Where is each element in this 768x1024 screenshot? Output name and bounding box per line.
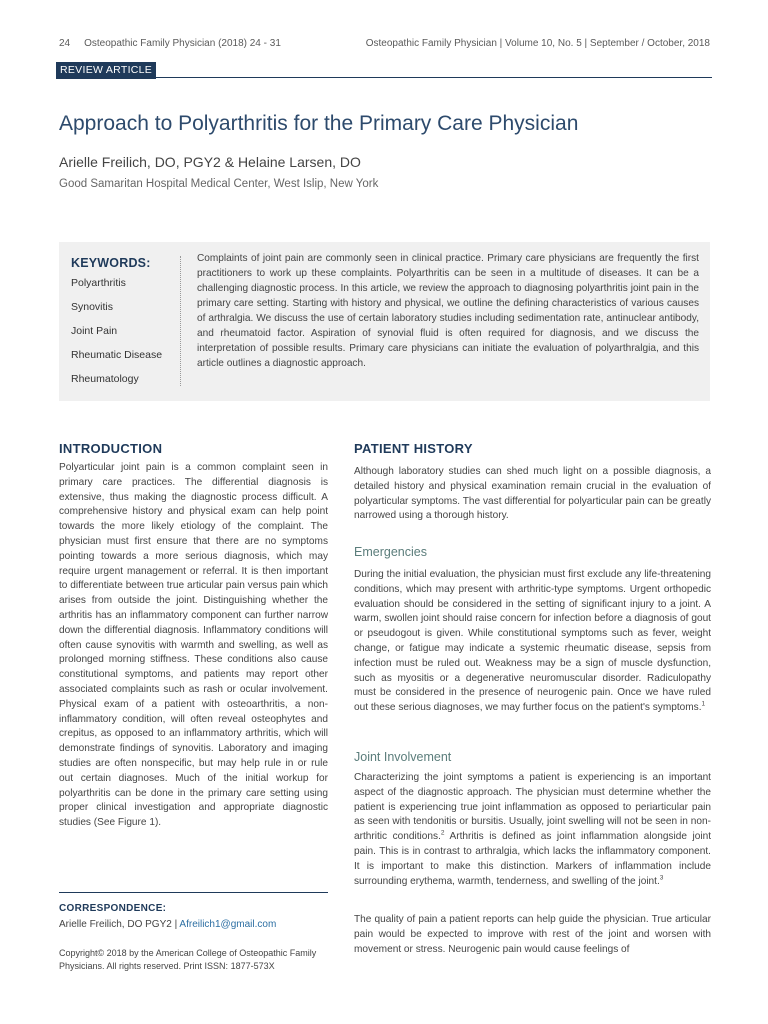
journal-citation: Osteopathic Family Physician (2018) 24 - 31 [84, 38, 281, 49]
keyword-item: Synovitis [71, 301, 114, 313]
joint-involvement-heading: Joint Involvement [354, 750, 452, 764]
joint-involvement-paragraph [354, 771, 711, 889]
pain-quality-text: The quality of pain a patient reports can help guide the physician. True articular pain would be expected to improve with rest of the joint and worsen with movement or stress. Neurogenic pain would cause feelings of [354, 914, 711, 955]
patient-history-heading: PATIENT HISTORY [354, 441, 473, 456]
emergencies-paragraph [354, 568, 711, 716]
copyright-notice: Copyright© 2018 by the American College of Osteopathic Family Physicians. All rights reserved. Print ISSN: 1877-573X [59, 948, 317, 971]
correspondence-rule [59, 892, 328, 893]
patient-history-text: Although laboratory studies can shed much light on a possible diagnosis, a detailed history and physical examination remain crucial in the evaluation of polyarticular symptoms. The vast differential for polyarticular pain can be greatly narrowed using a thorough history. [354, 466, 711, 522]
emergencies-heading: Emergencies [354, 545, 427, 559]
emergencies-text: During the initial evaluation, the physician must first exclude any life-threatening conditions, which may present with arthritic-type symptoms. Urgent orthopedic evaluation should be considered in the setting of significant injury to a joint. A warm, swollen joint should raise concern for infection before a diagnosis of gout or pseudogout is given. While constitutional symptoms such as fever, weight change, or fatigue may indicate a systemic rheumatic disease, sepsis from infection must be ruled out. Weakness may be a sign of muscle dysfunction, such as myositis or a degenerative neuromuscular disorder. Radiculopathy must be considered in the presence of neurogenic pain. Once we have ruled out these serious diagnoses, we may further focus on the patient's symptoms. [354, 569, 711, 714]
keywords-divider [180, 256, 181, 386]
correspondence-name: Arielle Freilich, DO PGY2 | [59, 919, 180, 930]
reference-marker[interactable]: 1 [701, 700, 706, 708]
keyword-item: Rheumatic Disease [71, 349, 163, 361]
keywords-heading: KEYWORDS: [71, 256, 151, 270]
correspondence-email-link[interactable]: Afreilich1@gmail.com [179, 919, 277, 930]
affiliation: Good Samaritan Hospital Medical Center, West Islip, New York [59, 178, 379, 190]
introduction-text: Polyarticular joint pain is a common complaint seen in primary care practices. The differential diagnosis is extensive, thus making the diagnostic process difficult. A comprehensive history and physical exam can help point towards the more likely etiology of the complaint. The physician must first ensure that there are no symptoms pointing towards a more serious diagnosis, which may require urgent management or referral. It is then important to differentiate between true articular pain versus pain which arises from outside the joint. Distinguishing whether the arthritis has an inflammatory component can further narrow down the differential diagnosis. Inflammatory conditions will often cause synovitis with warmth and swelling, as well as prolonged morning stiffness. These conditions also cause constitutional symptoms, and patients may report other associated complaints such as rash or ocular involvement. Physical exam of a patient with osteoarthritis, a non-inflammatory condition, will often reveal osteophytes and crepitus, as opposed to an inflammatory arthritis, which will demonstrate findings of synovitis. Laboratory and imaging studies are often nonspecific, but may help rule in or rule out certain diagnoses. Much of the initial workup for polyarthritis can be done in the primary care setting using proper clinical investigation and appropriate diagnostic studies (See Figure 1). [59, 462, 328, 829]
authors: Arielle Freilich, DO, PGY2 & Helaine Larsen, DO [59, 154, 361, 170]
joint-involvement-text-a: Characterizing the joint symptoms a patient is experiencing is an important aspect of the diagnostic approach. The physician must determine whether the patient is experiencing true joint inflammation as opposed to periarticular pain as seen with tendonitis or bursitis. Usually, joint swelling will not be seen in non-arthritic conditions. [354, 772, 711, 843]
article-title: Approach to Polyarthritis for the Primary Care Physician [59, 112, 579, 135]
running-header-left [59, 38, 281, 49]
introduction-heading: INTRODUCTION [59, 441, 163, 456]
keyword-item: Polyarthritis [71, 277, 126, 289]
correspondence-heading: CORRESPONDENCE: [59, 903, 167, 914]
header-rule [56, 77, 712, 78]
correspondence-line [59, 919, 276, 930]
abstract-text: Complaints of joint pain are commonly seen in clinical practice. Primary care physicians are frequently the first practitioners to work up these complaints. Polyarthritis can be seen in a multitude of diseases. It can be a challenging diagnostic process. In this article, we review the approach to diagnosing polyarthritis joint pain in the primary care setting. Starting with history and physical, we outline the defining characteristics of various causes of arthralgia. We discuss the use of certain laboratory studies including sedimentation rate, antinuclear antibody, and rheumatoid factor. Aspiration of synovial fluid is often required for diagnosis, and we discuss the interpretation of possible results. Primary care physicians can initiate the evaluation of polyarthralgia, and this article outlines a diagnostic approach. [197, 253, 699, 369]
running-header-right: Osteopathic Family Physician | Volume 10, No. 5 | September / October, 2018 [365, 38, 710, 49]
reference-marker[interactable]: 3 [659, 874, 664, 882]
article-type-badge: REVIEW ARTICLE [56, 62, 156, 79]
keywords-list [71, 276, 162, 396]
keyword-item: Rheumatology [71, 373, 139, 385]
joint-involvement-text-b: Arthritis is defined as joint inflammation alongside joint pain. This is in contrast to arthralgia, which lacks the inflammatory component. It is important to make this distinction. Markers of inflammation include surrounding erythema, warmth, tenderness, and swelling of the joint. [354, 831, 711, 887]
page-number: 24 [59, 38, 71, 49]
reference-marker[interactable]: 2 [440, 829, 445, 837]
keyword-item: Joint Pain [71, 325, 118, 337]
